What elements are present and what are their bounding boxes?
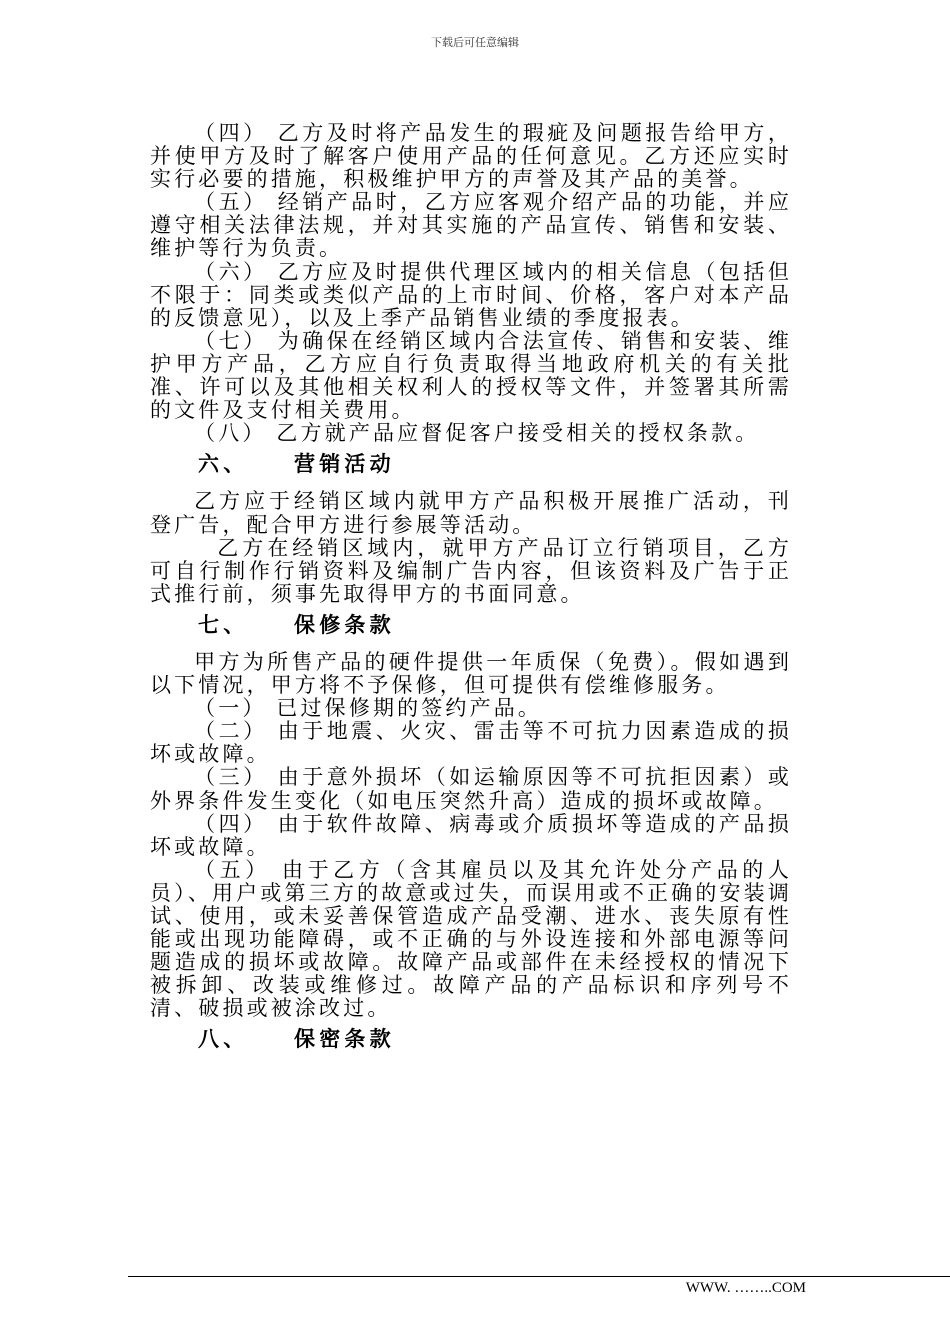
- section-title: 营销活动: [294, 451, 395, 477]
- paragraph: 乙方在经销区域内，就甲方产品订立行销项目，乙方可自行制作行销资料及编制广告内容，但该资料及广告于正式推行前，须事先取得甲方的书面同意。: [150, 535, 792, 606]
- paragraph: （五） 由于乙方（含其雇员以及其允许处分产品的人员）、用户或第三方的故意或过失，而误用或不正确的安装调试、使用，或未妥善保管造成产品受潮、进水、丧失原有性能或出现功能障碍，或不正确的与外设连接和外部电源等问题造成的损坏或故障。故障产品或部件在未经授权的情况下被拆卸、改装或维修过。故障产品的产品标识和序列号不清、破损或被涂改过。: [150, 857, 792, 1021]
- section-heading: [150, 613, 792, 636]
- paragraph: 乙方应于经销区域内就甲方产品积极开展推广活动，刊登广告，配合甲方进行参展等活动。: [150, 489, 792, 537]
- paragraph: （一） 已过保修期的签约产品。: [194, 696, 543, 721]
- paragraph: （四） 乙方及时将产品发生的瑕疵及问题报告给甲方，并使甲方及时了解客户使用产品的任何意见。乙方还应实时实行必要的措施，积极维护甲方的声誉及其产品的美誉。: [150, 121, 792, 192]
- document-body: [150, 122, 792, 1066]
- paragraph: 甲方为所售产品的硬件提供一年质保（免费）。假如遇到以下情况，甲方将不予保修，但可提供有偿维修服务。: [150, 649, 792, 698]
- paragraph: （八） 乙方就产品应督促客户接受相关的授权条款。: [194, 421, 760, 446]
- section-number: 六、: [198, 451, 249, 477]
- section-heading: [150, 1027, 792, 1050]
- footer-divider: [128, 1276, 950, 1277]
- section-title: 保密条款: [294, 1026, 395, 1052]
- section-number: 八、: [198, 1026, 249, 1052]
- paragraph: （五） 经销产品时，乙方应客观介绍产品的功能，并应遵守相关法律法规，并对其实施的产品宣传、销售和安装、维护等行为负责。: [150, 190, 792, 261]
- paragraph: （二） 由于地震、火灾、雷击等不可抗力因素造成的损坏或故障。: [150, 719, 792, 767]
- paragraph: （六） 乙方应及时提供代理区域内的相关信息（包括但不限于：同类或类似产品的上市时间、价格，客户对本产品的反馈意见），以及上季产品销售业绩的季度报表。: [150, 259, 792, 330]
- paragraph: （七） 为确保在经销区域内合法宣传、销售和安装、维护甲方产品，乙方应自行负责取得当地政府机关的有关批准、许可以及其他相关权利人的授权等文件，并签署其所需的文件及支付相关费用。: [150, 328, 792, 423]
- page-header-note: 下载后可任意编辑: [431, 36, 519, 49]
- section-title: 保修条款: [294, 611, 395, 637]
- section-number: 七、: [198, 611, 249, 637]
- footer-site: WWW. ……..COM: [685, 1280, 806, 1296]
- paragraph: （三） 由于意外损坏（如运输原因等不可抗拒因素）或外界条件发生变化（如电压突然升高）造成的损坏或故障。: [150, 765, 792, 813]
- paragraph: （四） 由于软件故障、病毒或介质损坏等造成的产品损坏或故障。: [150, 811, 792, 859]
- section-heading: [150, 452, 792, 475]
